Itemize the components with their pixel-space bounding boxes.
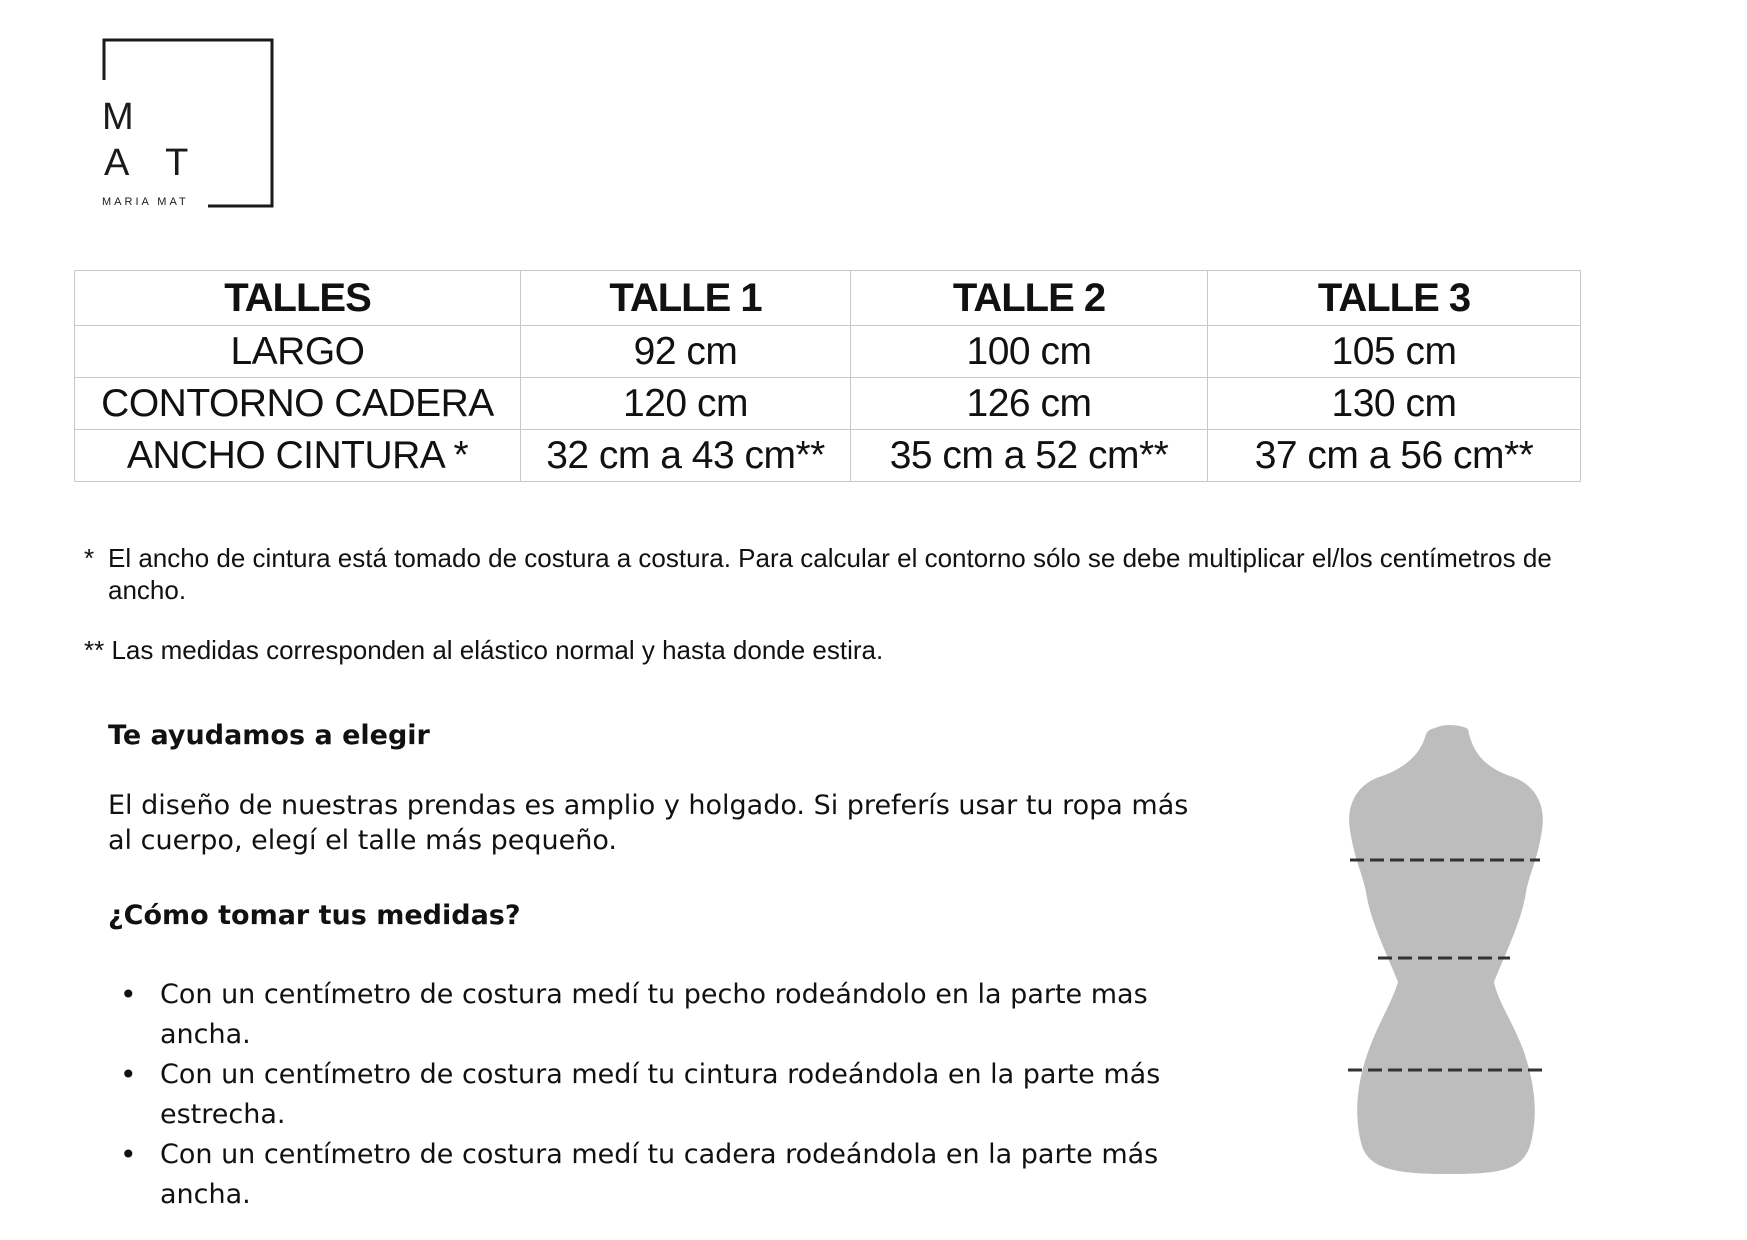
table-header-cell: TALLE 1 (521, 271, 851, 326)
table-row (75, 430, 1581, 482)
footnote-mark: * (84, 543, 95, 573)
table-cell: 126 cm (851, 378, 1208, 430)
mannequin-icon (1330, 720, 1560, 1180)
table-cell: 100 cm (851, 326, 1208, 378)
table-header-cell: TALLE 2 (851, 271, 1208, 326)
row-label: ANCHO CINTURA * (75, 430, 521, 482)
table-cell: 37 cm a 56 cm** (1208, 430, 1581, 482)
row-label: LARGO (75, 326, 521, 378)
table-cell: 35 cm a 52 cm** (851, 430, 1208, 482)
footnote-elastic: ** Las medidas corresponden al elástico normal y hasta donde estira. (84, 635, 884, 665)
help-paragraph: El diseño de nuestras prendas es amplio y holgado. Si preferís usar tu ropa más al cuerpo, elegí el talle más pequeño. (108, 790, 1189, 856)
table-cell: 92 cm (521, 326, 851, 378)
table-cell: 120 cm (521, 378, 851, 430)
list-item: • Con un centímetro de costura medí tu cadera rodeándola en la parte más ancha. (108, 1135, 1168, 1215)
mannequin-body (1349, 725, 1543, 1174)
table-row (75, 326, 1581, 378)
list-item: • Con un centímetro de costura medí tu pecho rodeándolo en la parte mas ancha. (108, 975, 1168, 1055)
logo-letters-bottom: A T (104, 142, 203, 184)
footnote-text: El ancho de cintura está tomado de costura a costura. Para calcular el contorno sólo se debe multiplicar el/los centímetros de ancho. (108, 543, 1552, 605)
table-header-cell: TALLES (75, 271, 521, 326)
size-table (74, 270, 1581, 482)
measure-steps-list (108, 975, 1168, 1215)
table-cell: 32 cm a 43 cm** (521, 430, 851, 482)
table-row (75, 378, 1581, 430)
table-cell: 105 cm (1208, 326, 1581, 378)
logo-letters-top: M (102, 96, 134, 138)
table-header-row (75, 271, 1581, 326)
table-header-cell: TALLE 3 (1208, 271, 1581, 326)
table-cell: 130 cm (1208, 378, 1581, 430)
footnote-waist-width (84, 542, 1564, 606)
help-title: Te ayudamos a elegir (108, 720, 430, 751)
logo-brand-name: MARIA MAT (102, 196, 189, 208)
list-item: • Con un centímetro de costura medí tu cintura rodeándola en la parte más estrecha. (108, 1055, 1168, 1135)
brand-logo (100, 38, 276, 210)
measure-subtitle: ¿Cómo tomar tus medidas? (108, 900, 521, 931)
row-label: CONTORNO CADERA (75, 378, 521, 430)
